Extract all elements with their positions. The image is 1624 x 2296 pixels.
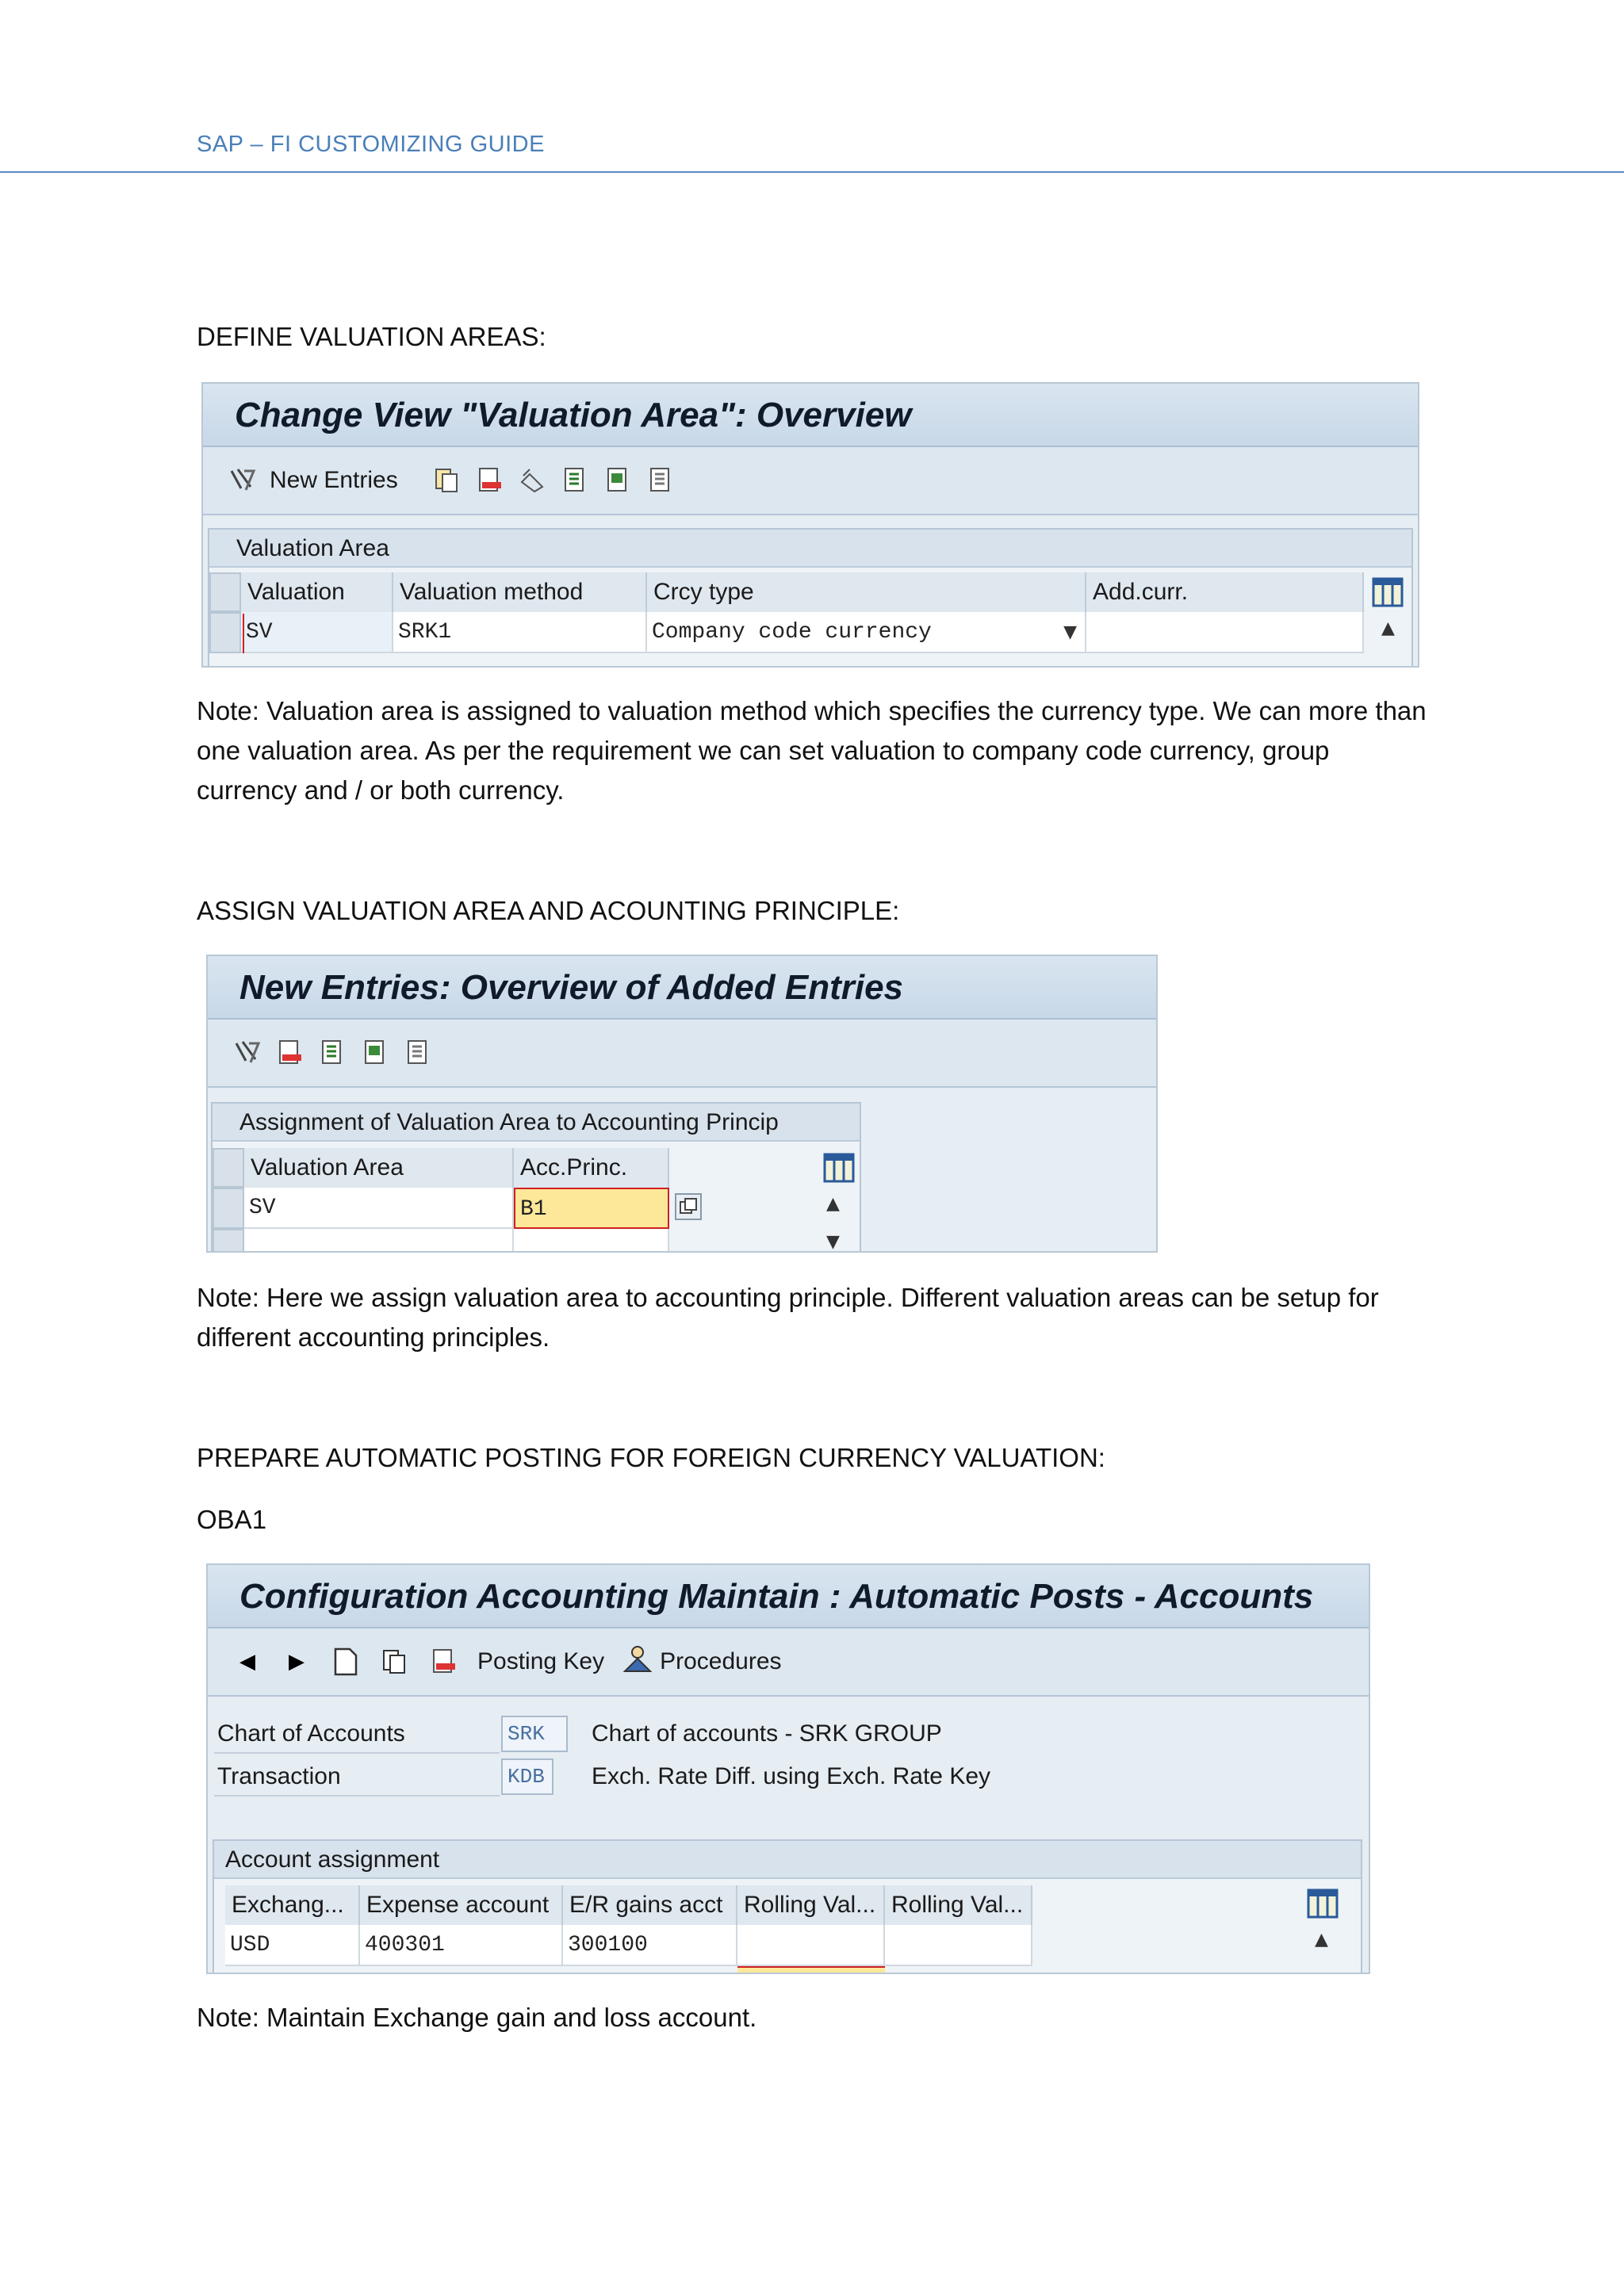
empty-cell[interactable] [514,1229,669,1253]
user-icon [622,1643,653,1681]
col-add-curr: Add.curr. [1086,572,1364,612]
delete-icon[interactable] [274,1037,306,1069]
select-all-icon[interactable] [317,1037,349,1069]
note-valuation-areas: Note: Valuation area is assigned to valuation method which specifies the currency type. We can more than one valuation area. As per the requirement we can set valuation to company code currency, group currency and / or both currency. [197,696,1427,805]
section-heading-automatic-posting: PREPARE AUTOMATIC POSTING FOR FOREIGN CURRENCY VALUATION: [197,1443,1105,1472]
select-all-icon[interactable] [560,465,592,496]
chart-of-accounts-label: Chart of Accounts [217,1720,405,1747]
scroll-up-icon[interactable]: ▲ [1315,1930,1328,1950]
col-expense-account: Expense account [360,1885,563,1925]
rolling-val-1-cell[interactable] [737,1925,885,1966]
sap-screen-automatic-posts [206,1563,1370,1974]
copy-icon[interactable] [379,1646,411,1678]
group-title: Account assignment [214,1841,1361,1879]
table-settings-icon[interactable] [823,1153,855,1187]
header-rule [0,171,1624,173]
section-heading-valuation-areas: DEFINE VALUATION AREAS: [197,322,546,351]
col-valuation-method: Valuation method [393,572,647,612]
group-assignment [211,1102,861,1253]
row-selector[interactable] [209,612,241,653]
col-er-gains-acct: E/R gains acct [563,1885,737,1925]
chevron-down-icon[interactable]: ▼ [1063,622,1077,642]
screen-title: Configuration Accounting Maintain : Automatic Posts - Accounts [208,1565,1369,1628]
chart-of-accounts-desc: Chart of accounts - SRK GROUP [592,1720,942,1747]
crcy-type-value: Company code currency [652,620,932,645]
note-assign-valuation: Note: Here we assign valuation area to accounting principle. Different valuation areas can be setup for different accounting principles. [197,1283,1379,1352]
group-title: Valuation Area [209,530,1411,568]
select-block-icon[interactable] [360,1037,392,1069]
sap-screen-valuation-area [201,382,1419,668]
row-selector[interactable] [213,1188,244,1229]
undo-icon[interactable] [517,465,549,496]
valuation-area-cell[interactable]: SV [244,1188,514,1229]
transaction-field[interactable]: KDB [501,1758,553,1795]
deselect-all-icon[interactable] [645,465,677,496]
display-change-icon[interactable] [227,465,259,496]
acc-princ-input[interactable]: B1 [514,1188,669,1229]
col-exchange: Exchang... [225,1885,360,1925]
procedures-button[interactable] [622,1643,781,1681]
delete-icon[interactable] [474,465,506,496]
exchange-cell[interactable]: USD [225,1925,360,1966]
new-document-icon[interactable] [330,1646,362,1678]
group-title: Assignment of Valuation Area to Accounting Princip [213,1104,860,1142]
new-entries-label: New Entries [270,467,398,493]
rolling-val-2-cell[interactable] [885,1925,1032,1966]
procedures-label: Procedures [660,1648,782,1674]
screen-title: Change View "Valuation Area": Overview [203,384,1418,447]
next-icon[interactable]: ▶ [289,1650,304,1674]
empty-cell[interactable] [244,1229,514,1253]
posting-key-label: Posting Key [477,1648,605,1674]
table-settings-icon[interactable] [1307,1888,1339,1923]
note-automatic-posting: Note: Maintain Exchange gain and loss account. [197,2003,757,2032]
value-help-icon[interactable] [674,1192,703,1225]
cursor-marker [243,614,254,653]
screen-title: New Entries: Overview of Added Entries [208,956,1156,1020]
scroll-up-icon[interactable]: ▲ [826,1194,840,1214]
document-header: SAP – FI CUSTOMIZING GUIDE [197,132,545,157]
header-selector [209,572,241,612]
valuation-cell[interactable]: SV [241,612,393,653]
col-valuation: Valuation [241,572,393,612]
crcy-type-select[interactable] [647,612,1086,653]
copy-icon[interactable] [431,465,463,496]
col-rolling-val-1: Rolling Val... [737,1885,885,1925]
field-underline [214,1795,500,1797]
display-change-icon[interactable] [232,1037,263,1069]
er-gains-acct-cell[interactable]: 300100 [563,1925,737,1966]
sap-screen-new-entries [206,955,1158,1253]
next-row-highlight [737,1966,885,1974]
section-heading-assign-valuation: ASSIGN VALUATION AREA AND ACOUNTING PRINCIPLE: [197,896,900,925]
scroll-down-icon[interactable]: ▼ [826,1232,840,1252]
transaction-code: OBA1 [197,1505,267,1534]
new-entries-button[interactable] [270,467,398,494]
chart-of-accounts-field[interactable]: SRK [501,1716,568,1752]
toolbar [208,1628,1369,1697]
transaction-label: Transaction [217,1763,341,1789]
previous-icon[interactable]: ◀ [239,1650,255,1674]
col-rolling-val-2: Rolling Val... [885,1885,1032,1925]
col-valuation-area: Valuation Area [244,1148,514,1188]
scroll-up-icon[interactable]: ▲ [1381,618,1395,638]
add-curr-cell[interactable] [1086,612,1364,653]
table-settings-icon[interactable] [1372,577,1404,611]
delete-icon[interactable] [428,1646,460,1678]
posting-key-button[interactable] [477,1648,604,1675]
select-block-icon[interactable] [603,465,634,496]
toolbar [203,447,1418,515]
transaction-desc: Exch. Rate Diff. using Exch. Rate Key [592,1763,991,1789]
col-crcy-type: Crcy type [647,572,1086,612]
toolbar [208,1020,1156,1088]
field-underline [214,1752,500,1754]
group-account-assignment [213,1839,1362,1974]
deselect-all-icon[interactable] [403,1037,435,1069]
expense-account-cell[interactable]: 400301 [360,1925,563,1966]
group-valuation-area [208,528,1413,668]
valuation-method-cell[interactable]: SRK1 [393,612,647,653]
col-acc-princ: Acc.Princ. [514,1148,669,1188]
row-selector-empty[interactable] [213,1229,244,1253]
header-selector [213,1148,244,1188]
